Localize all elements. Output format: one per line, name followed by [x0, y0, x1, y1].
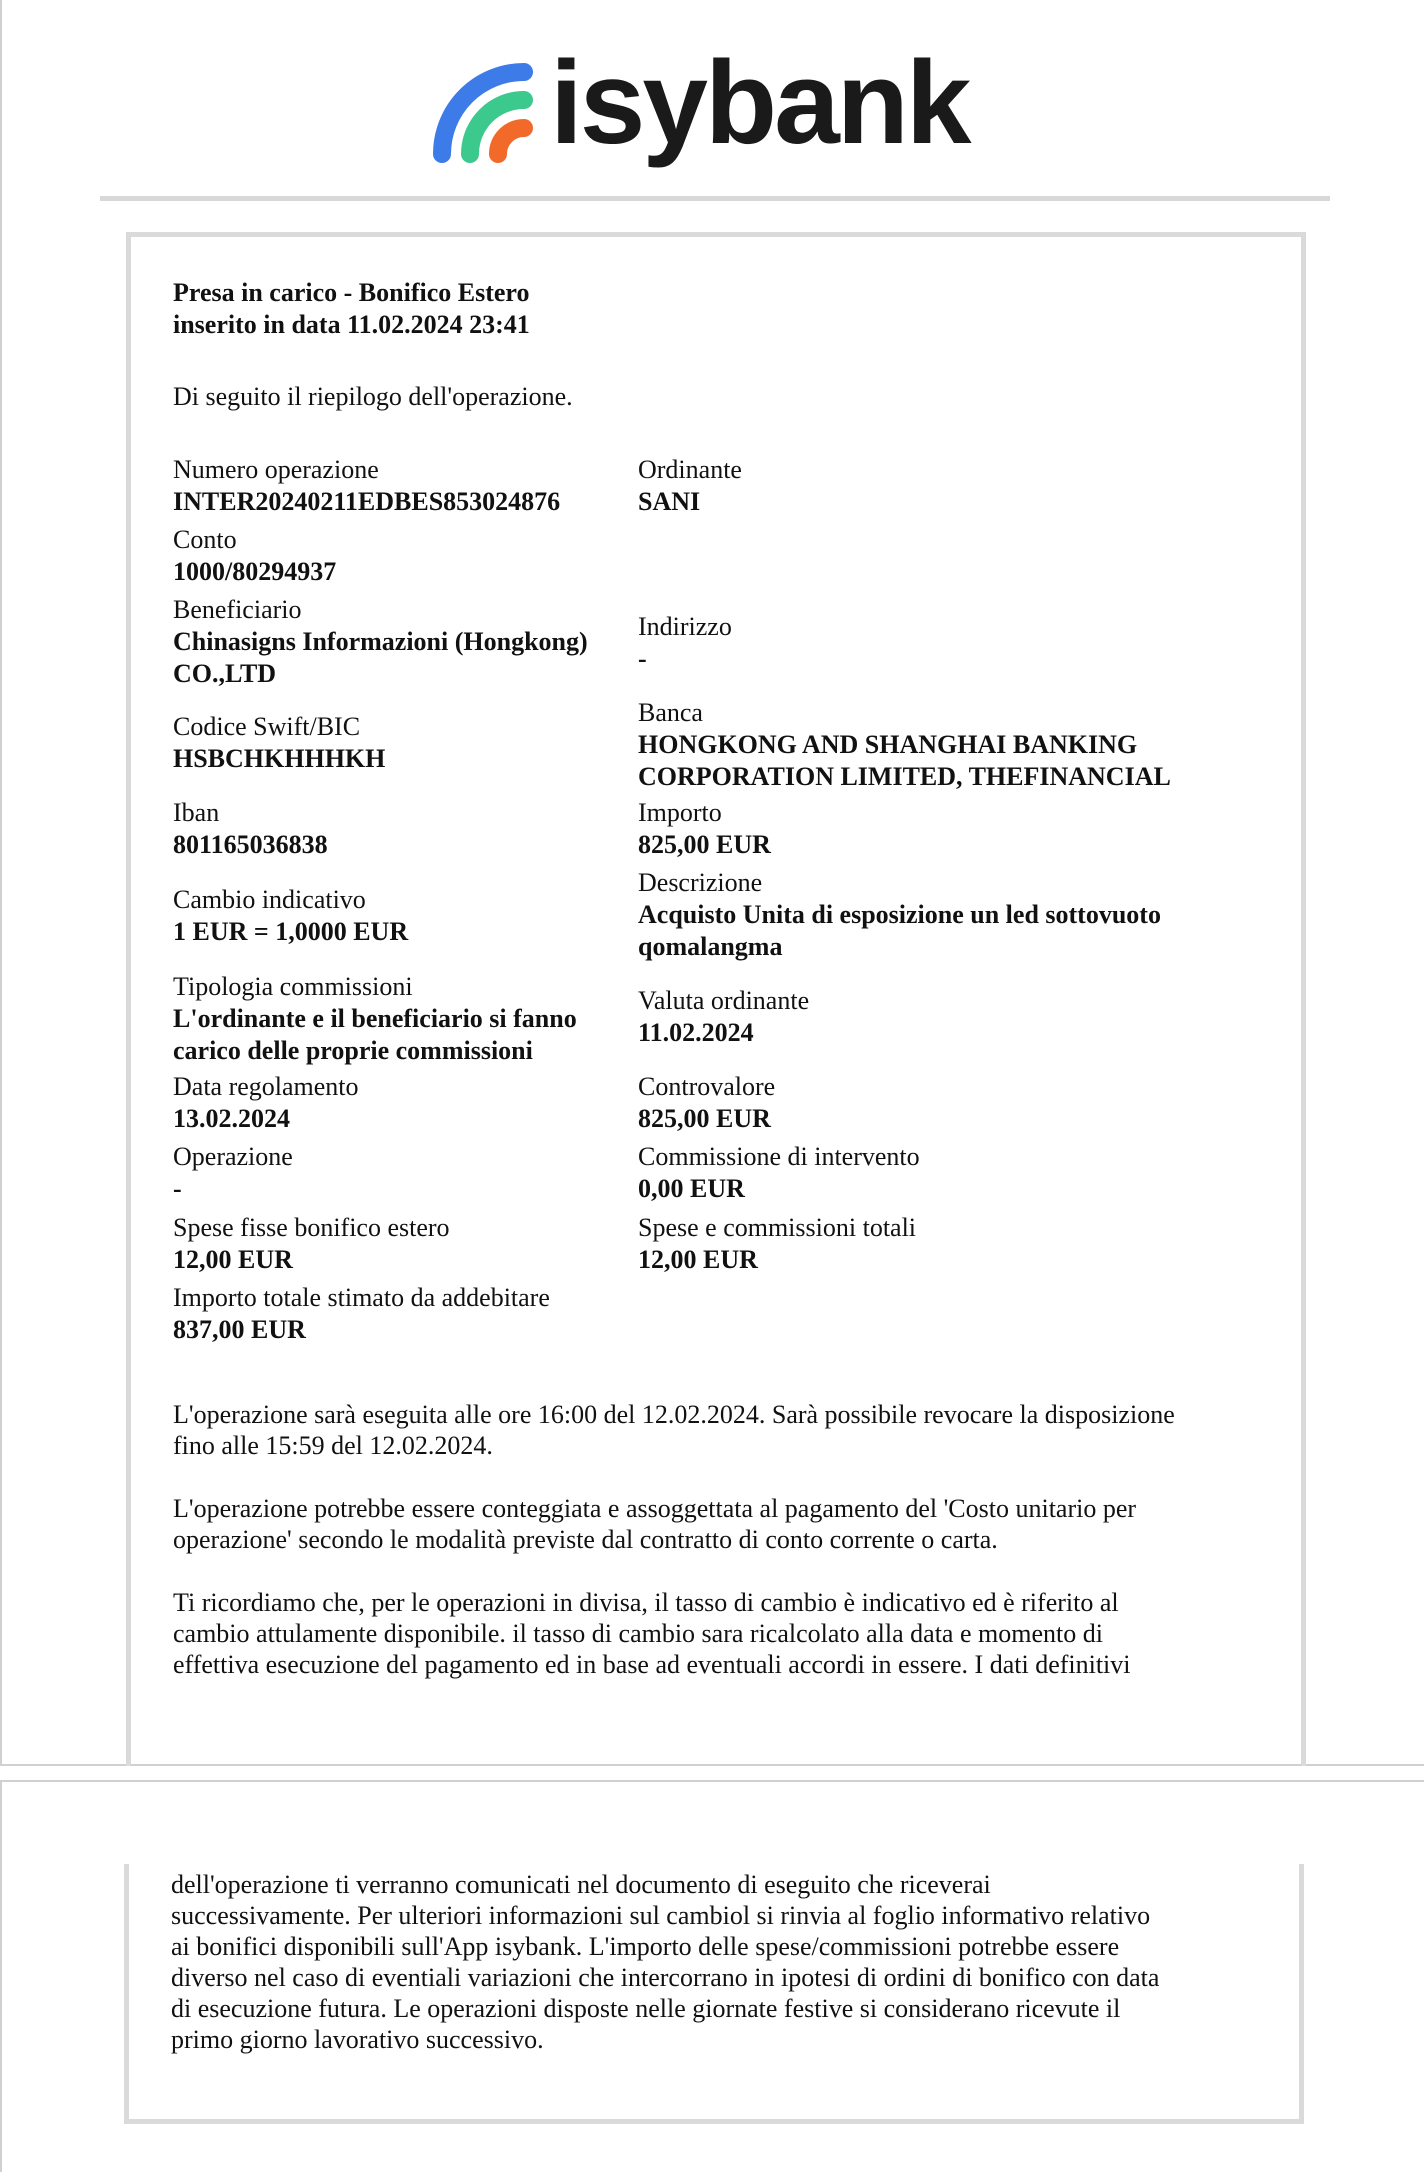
- cambio-label: Cambio indicativo: [173, 885, 366, 914]
- ordinante-label: Ordinante: [638, 455, 742, 484]
- operazione-label: Operazione: [173, 1142, 293, 1171]
- note-1-line-2: fino alle 15:59 del 12.02.2024.: [173, 1431, 493, 1460]
- valuta-label: Valuta ordinante: [638, 986, 810, 1015]
- summary-card-continued: [124, 1864, 1304, 2124]
- swift-label: Codice Swift/BIC: [173, 712, 361, 741]
- note-4-line-4: diverso nel caso di eventiali variazioni che intercorrano in ipotesi di ordini di bonifico con data: [171, 1963, 1160, 1992]
- conto-label: Conto: [173, 525, 237, 554]
- note-2-line-2: operazione' secondo le modalità previste dal contratto di conto corrente o carta.: [173, 1525, 998, 1554]
- indirizzo-label: Indirizzo: [638, 612, 732, 641]
- isybank-logo: [432, 37, 969, 170]
- data-regolamento-label: Data regolamento: [173, 1072, 359, 1101]
- note-4-line-6: primo giorno lavorativo successivo.: [171, 2025, 544, 2054]
- numero-operazione-value: INTER20240211EDBES853024876: [173, 487, 561, 516]
- note-4-line-2: successivamente. Per ulteriori informazioni sul cambiol si rinvia al foglio informativo relativo: [171, 1901, 1151, 1930]
- title-line-1: Presa in carico - Bonifico Estero: [173, 278, 530, 307]
- ordinante-value: SANI: [638, 487, 701, 516]
- rainbow-logo-icon: [432, 54, 544, 166]
- header-divider: [100, 196, 1330, 201]
- spese-totali-value: 12,00 EUR: [638, 1245, 758, 1274]
- title-line-2: inserito in data 11.02.2024 23:41: [173, 310, 530, 339]
- importo-totale-label: Importo totale stimato da addebitare: [173, 1283, 550, 1312]
- descrizione-label: Descrizione: [638, 868, 763, 897]
- beneficiario-label: Beneficiario: [173, 595, 302, 624]
- tipologia-value-line-2: carico delle proprie commissioni: [173, 1036, 533, 1065]
- tipologia-label: Tipologia commissioni: [173, 972, 413, 1001]
- spese-fisse-label: Spese fisse bonifico estero: [173, 1213, 450, 1242]
- intro-text: Di seguito il riepilogo dell'operazione.: [173, 382, 573, 411]
- swift-value: HSBCHKHHHKH: [173, 744, 386, 773]
- note-2-line-1: L'operazione potrebbe essere conteggiata e assoggettata al pagamento del 'Costo unitario per: [173, 1494, 1137, 1523]
- spese-fisse-value: 12,00 EUR: [173, 1245, 293, 1274]
- importo-value: 825,00 EUR: [638, 830, 771, 859]
- valuta-value: 11.02.2024: [638, 1018, 754, 1047]
- numero-operazione-label: Numero operazione: [173, 455, 379, 484]
- conto-value: 1000/80294937: [173, 557, 337, 586]
- beneficiario-value-line-1: Chinasigns Informazioni (Hongkong): [173, 627, 588, 656]
- tipologia-value-line-1: L'ordinante e il beneficiario si fanno: [173, 1004, 577, 1033]
- descrizione-value-line-2: qomalangma: [638, 932, 783, 961]
- importo-label: Importo: [638, 798, 722, 827]
- note-3-line-1: Ti ricordiamo che, per le operazioni in divisa, il tasso di cambio è indicativo ed è riferito al: [173, 1588, 1119, 1617]
- commissione-intervento-label: Commissione di intervento: [638, 1142, 920, 1171]
- descrizione-value-line-1: Acquisto Unita di esposizione un led sottovuoto: [638, 900, 1161, 929]
- banca-label: Banca: [638, 698, 703, 727]
- indirizzo-value: -: [638, 644, 647, 673]
- beneficiario-value-line-2: CO.,LTD: [173, 659, 277, 688]
- cambio-value: 1 EUR = 1,0000 EUR: [173, 917, 409, 946]
- note-4-line-5: di esecuzione futura. Le operazioni disposte nelle giornate festive si considerano ricevute il: [171, 1994, 1121, 2023]
- controvalore-label: Controvalore: [638, 1072, 776, 1101]
- commissione-intervento-value: 0,00 EUR: [638, 1174, 745, 1203]
- note-3-line-3: effettiva esecuzione del pagamento ed in base ad eventuali accordi in essere. I dati definitivi: [173, 1650, 1131, 1679]
- banca-value-line-2: CORPORATION LIMITED, THEFINANCIAL: [638, 762, 1171, 791]
- note-4-line-3: ai bonifici disponibili sull'App isybank. L'importo delle spese/commissioni potrebbe essere: [171, 1932, 1120, 1961]
- spese-totali-label: Spese e commissioni totali: [638, 1213, 917, 1242]
- iban-label: Iban: [173, 798, 220, 827]
- controvalore-value: 825,00 EUR: [638, 1104, 771, 1133]
- iban-value: 801165036838: [173, 830, 328, 859]
- note-3-line-2: cambio attulamente disponibile. il tasso di cambio sara ricalcolato alla data e momento di: [173, 1619, 1103, 1648]
- banca-value-line-1: HONGKONG AND SHANGHAI BANKING: [638, 730, 1138, 759]
- data-regolamento-value: 13.02.2024: [173, 1104, 290, 1133]
- note-4-line-1: dell'operazione ti verranno comunicati nel documento di eseguito che riceverai: [171, 1870, 991, 1899]
- importo-totale-value: 837,00 EUR: [173, 1315, 306, 1344]
- brand-name: isybank: [550, 37, 969, 169]
- operazione-value: -: [173, 1174, 182, 1203]
- summary-card: [126, 232, 1306, 1766]
- note-1-line-1: L'operazione sarà eseguita alle ore 16:00 del 12.02.2024. Sarà possibile revocare la disposizione: [173, 1400, 1175, 1429]
